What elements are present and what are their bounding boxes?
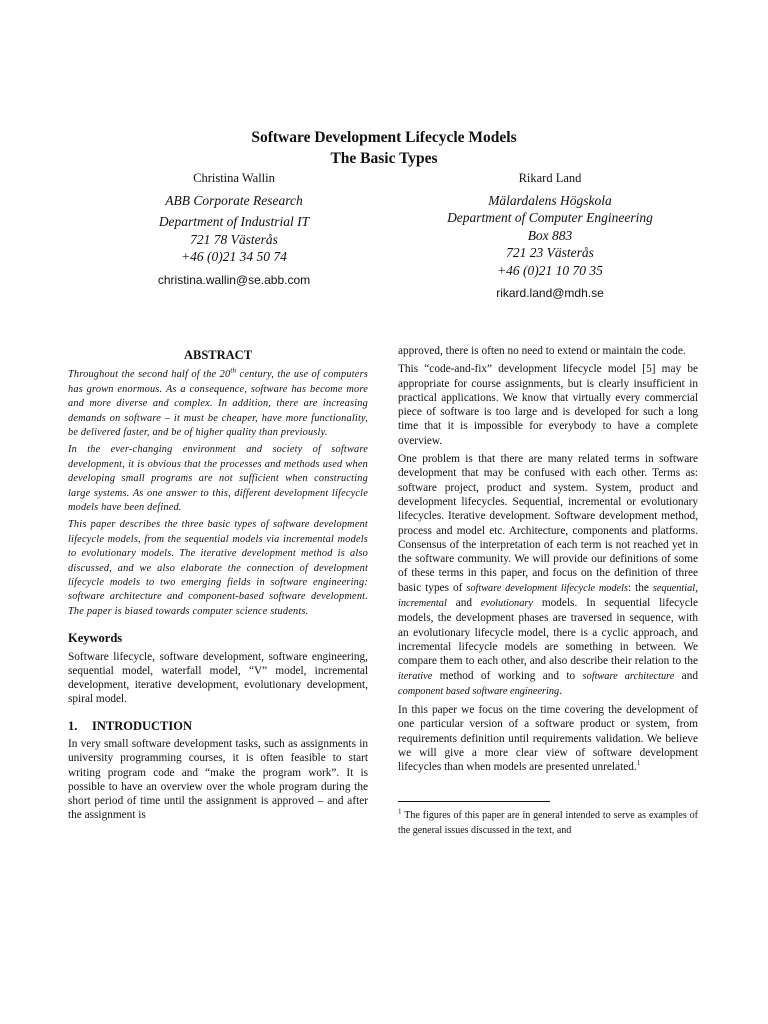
body-paragraph-4: In this paper we focus on the time covering the development of one particular version of a software product or system, from requirements definition until requirements validation. We believe we will give a more clear view of software development lifecycles than when models are presented unrelated.$^1$: [398, 704, 698, 774]
introduction-heading: 1. INTRODUCTION: [68, 718, 193, 733]
keywords-heading: Keywords: [68, 631, 123, 646]
body-paragraph-3: One problem is that there are many related terms in software development that may be confused with each other. Terms as: software project, product and system. System, product and development lifecycles. Sequential, incremental or evolutionary lifecycles. Iterative development. Software development method, process and model etc. Architecture, components and platforms. Consensus of the interpretation of each term is not reached yet in the software community. We will provide our definitions of some of these terms in this paper, and focus on the definition of three basic types of software development lifecycle models: the sequential, incremental and evolutionary models. In sequential lifecycle models, the development phases are traversed in sequence, with an evolutionary lifecycle model, there is a cyclic approach, and incremental lifecycle models are something in between. We compare them to each other, and also describe their relation to the iterative method of working and to software architecture and component based software engineering.: [398, 453, 698, 697]
footnote: $^1$ The figures of this paper are in general intended to serve as examples of the general issues discussed in the text, and: [398, 807, 698, 836]
author-department: Department of Computer Engineering: [447, 210, 653, 225]
author-organization: Mälardalens Högskola: [488, 192, 612, 208]
abstract-paragraph-1: Throughout the second half of the 20th century, the use of computers has grown enormous. As a consequence, software has become more and more diverse and complex. In addition, there are increasing demands on software – it must be cheaper, have more functionality, be delivered faster, and be of higher quality than previously.: [68, 366, 368, 438]
author-block-2: [415, 170, 685, 303]
author-department: Department of Industrial IT: [158, 214, 310, 229]
left-column: [68, 344, 368, 827]
body-paragraph-2: This “code-and-fix” development lifecycle model [5] may be appropriate for course assignments, but is clearly insufficient in practical applications. We know that virtually every commercial piece of software is too large and is developed for such a long time that it is impossible for everybody to have a complete overview.: [398, 363, 698, 447]
author-city: 721 23 Västerås: [506, 245, 594, 260]
author-block-1: [100, 170, 368, 289]
author-email[interactable]: rikard.land@mdh.se: [496, 286, 604, 300]
author-name: Rikard Land: [518, 171, 582, 185]
author-organization: ABB Corporate Research: [165, 192, 303, 208]
author-name: Christina Wallin: [193, 171, 275, 185]
paper-title: Software Development Lifecycle Models: [251, 129, 517, 146]
abstract-paragraph-2: In the ever-changing environment and society of software development, it is obvious that the processes and methods used when developing small programs are not sufficient when constructing large systems. As one answer to this, different development lifecycle models have been defined.: [68, 444, 368, 513]
introduction-paragraph: In very small software development tasks, such as assignments in university programming courses, it is often feasible to start writing program code and “make the program work”. It is possible to have an overview over the whole program during the short period of time until the assignment is approved – and after the assignment is: [68, 737, 368, 822]
paper-subtitle: The Basic Types: [330, 150, 438, 167]
author-city: 721 78 Västerås: [190, 231, 278, 247]
footnote-divider: [398, 801, 550, 802]
right-column: [398, 344, 698, 838]
abstract-heading: ABSTRACT: [183, 348, 253, 362]
author-email[interactable]: christina.wallin@se.abb.com: [157, 272, 311, 287]
keywords-text: Software lifecycle, software development, software engineering, sequential model, waterfall model, “V” model, incremental development, iterative development, evolutionary development, spiral model.: [68, 650, 368, 706]
author-phone: +46 (0)21 34 50 74: [181, 249, 287, 264]
author-phone: +46 (0)21 10 70 35: [497, 262, 603, 278]
body-paragraph-1: approved, there is often no need to extend or maintain the code.: [398, 345, 686, 357]
abstract-paragraph-3: This paper describes the three basic types of software development lifecycle models, from the sequential models via incremental models to evolutionary models. The iterative development method is also discussed, and we also elaborate the connection of development lifecycle models to two emerging fields in software engineering: software architecture and component-based software development. The paper is biased towards computer science students.: [68, 519, 368, 617]
author-box: Box 883: [527, 227, 573, 243]
